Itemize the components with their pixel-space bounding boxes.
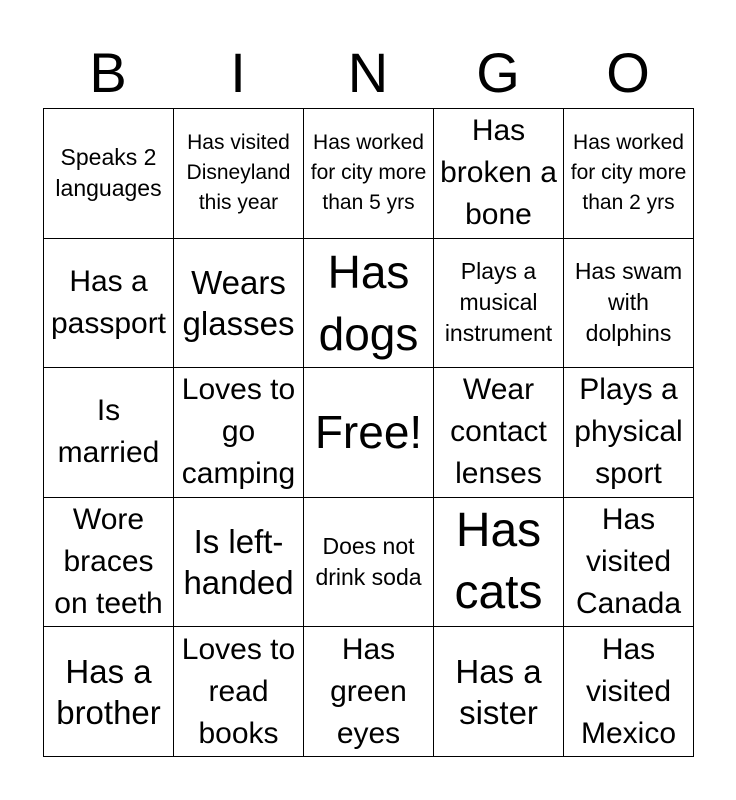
bingo-cell[interactable]	[304, 109, 434, 239]
bingo-cell[interactable]	[434, 109, 564, 239]
bingo-cell-free[interactable]	[304, 368, 434, 498]
cell-text: Has a passport	[50, 264, 167, 340]
cell-text: Speaks 2 languages	[55, 144, 162, 202]
cell-text: Is married	[57, 394, 160, 470]
bingo-cell[interactable]	[434, 239, 564, 369]
bingo-cell[interactable]	[44, 627, 174, 757]
cell-text: Loves to read books	[181, 632, 296, 750]
cell-text: Has worked for city more than 2 yrs	[570, 131, 687, 215]
cell-text: Has green eyes	[330, 632, 407, 750]
cell-text: Has visited Disneyland this year	[186, 131, 291, 215]
bingo-cell[interactable]	[564, 239, 694, 369]
bingo-cell[interactable]	[564, 368, 694, 498]
header-letter-b: B	[89, 41, 127, 104]
bingo-cell[interactable]	[44, 239, 174, 369]
cell-text: Has visited Mexico	[580, 632, 677, 750]
bingo-cell[interactable]	[174, 239, 304, 369]
cell-text: Has a brother	[56, 652, 161, 731]
bingo-cell[interactable]	[174, 109, 304, 239]
bingo-cell[interactable]	[174, 498, 304, 628]
cell-text: Has dogs	[318, 245, 419, 360]
bingo-cell[interactable]	[44, 498, 174, 628]
cell-text: Has worked for city more than 5 yrs	[310, 131, 427, 215]
bingo-grid	[43, 108, 694, 757]
bingo-cell[interactable]	[564, 627, 694, 757]
cell-text: Is left-handed	[183, 523, 294, 602]
bingo-cell[interactable]	[434, 627, 564, 757]
cell-text: Wore braces on teeth	[54, 503, 163, 621]
bingo-cell[interactable]	[304, 627, 434, 757]
cell-text: Has cats	[454, 504, 543, 620]
bingo-cell[interactable]	[434, 498, 564, 628]
cell-text: Wear contact lenses	[450, 373, 547, 491]
header-letter-o: O	[606, 41, 650, 104]
bingo-cell[interactable]	[44, 109, 174, 239]
cell-text: Has broken a bone	[440, 114, 557, 232]
bingo-cell[interactable]	[304, 239, 434, 369]
bingo-header	[43, 40, 693, 106]
cell-text: Has a sister	[455, 652, 542, 731]
bingo-cell[interactable]	[174, 368, 304, 498]
bingo-cell[interactable]	[304, 498, 434, 628]
bingo-cell[interactable]	[564, 498, 694, 628]
header-letter-i: I	[230, 41, 246, 104]
bingo-cell[interactable]	[44, 368, 174, 498]
bingo-cell[interactable]	[434, 368, 564, 498]
free-space-text: Free!	[314, 406, 423, 459]
bingo-cell[interactable]	[564, 109, 694, 239]
cell-text: Does not drink soda	[315, 533, 422, 591]
cell-text: Plays a musical instrument	[444, 258, 553, 347]
cell-text: Loves to go camping	[181, 373, 296, 491]
cell-text: Wears glasses	[182, 263, 295, 342]
header-letter-g: G	[476, 41, 520, 104]
cell-text: Plays a physical sport	[574, 373, 683, 491]
cell-text: Has visited Canada	[575, 503, 682, 621]
bingo-cell[interactable]	[174, 627, 304, 757]
header-letter-n: N	[347, 41, 389, 104]
cell-text: Has swam with dolphins	[574, 258, 683, 347]
